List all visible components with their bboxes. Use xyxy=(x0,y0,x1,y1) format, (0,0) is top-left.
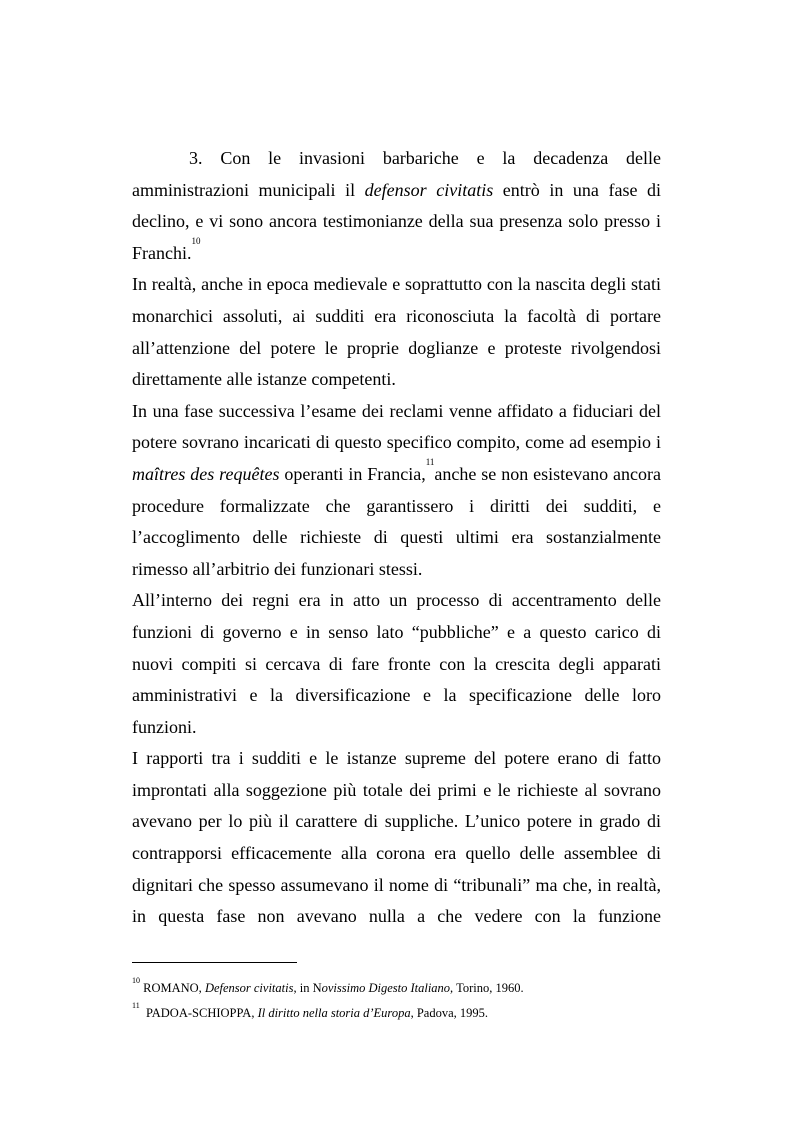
footnote-mark-11: 11 xyxy=(132,1001,140,1010)
footnote-10 xyxy=(132,978,692,998)
body-text xyxy=(132,143,661,933)
para3-text-a: In una fase successiva l’esame dei reclami venne affidato a fiduciari del potere sovrano incaricati di questo specifico compito, come ad esempio i xyxy=(132,400,661,453)
footnote-11 xyxy=(132,1003,692,1023)
para3-text-b: operanti in Francia, xyxy=(279,463,426,484)
fn11-italic: Il diritto nella storia d’Europa xyxy=(257,1006,411,1020)
para4-text: All’interno dei regni era in atto un processo di accentramento delle funzioni di governo e in senso lato “pubbliche” e a questo carico di nuovi compiti si cercava di fare fronte con la crescita degli apparati amministrativi e la diversificazione e la specificazione delle loro funzioni. xyxy=(132,590,661,737)
paragraph-4 xyxy=(132,585,661,743)
fn11-text-a: PADOA-SCHIOPPA, xyxy=(139,1006,258,1020)
footnotes xyxy=(132,978,692,1028)
footnote-separator xyxy=(132,962,297,963)
paragraph-5 xyxy=(132,743,661,933)
para1-italic-term: defensor civitatis xyxy=(364,179,494,200)
paragraph-3 xyxy=(132,396,661,586)
footnote-ref-10[interactable]: 10 xyxy=(191,235,201,246)
fn10-text-c: Torino, 1960. xyxy=(453,981,524,995)
para3-text-c: anche se non esistevano ancora procedure formalizzate che garantissero i diritti dei sudditi, e l’accoglimento delle richieste di questi ultimi era sostanzialmente rimesso all’arbitrio dei funzionari stessi. xyxy=(132,463,662,579)
para1-text-b: entrò in una fase di declino, e vi sono ancora testimonianze della sua presenza solo presso i Franchi. xyxy=(132,179,662,263)
fn10-italic-b: ovissimo Digesto Italiano, xyxy=(321,981,454,995)
footnote-mark-10: 10 xyxy=(132,976,140,985)
paragraph-2 xyxy=(132,269,661,395)
fn11-text-b: , Padova, 1995. xyxy=(410,1006,489,1020)
para1-text-a: 3. Con le invasioni barbariche e la decadenza delle amministrazioni municipali il xyxy=(132,148,661,200)
paragraph-1 xyxy=(132,143,661,269)
para3-italic-term: maîtres des requêtes xyxy=(132,463,280,484)
fn10-text-a: ROMANO, xyxy=(140,981,205,995)
footnote-ref-11[interactable]: 11 xyxy=(425,456,435,467)
para2-text: In realtà, anche in epoca medievale e soprattutto con la nascita degli stati monarchici assoluti, ai sudditi era riconosciuta la facoltà di portare all’attenzione del potere le proprie doglianze e proteste rivolgendosi direttamente alle istanze competenti. xyxy=(132,274,661,390)
para5-text: I rapporti tra i sudditi e le istanze supreme del potere erano di fatto improntati alla soggezione più totale dei primi e le richieste al sovrano avevano per lo più il carattere di suppliche. L’unico potere in grado di contrapporsi efficacemente alla corona era quello delle assemblee di dignitari che spesso assumevano il nome di “tribunali” ma che, in realtà, in questa fase non avevano nulla a che vedere con la funzione xyxy=(132,748,661,927)
fn10-italic-a: Defensor civitatis xyxy=(204,981,294,995)
fn10-text-b: , in N xyxy=(293,981,322,995)
